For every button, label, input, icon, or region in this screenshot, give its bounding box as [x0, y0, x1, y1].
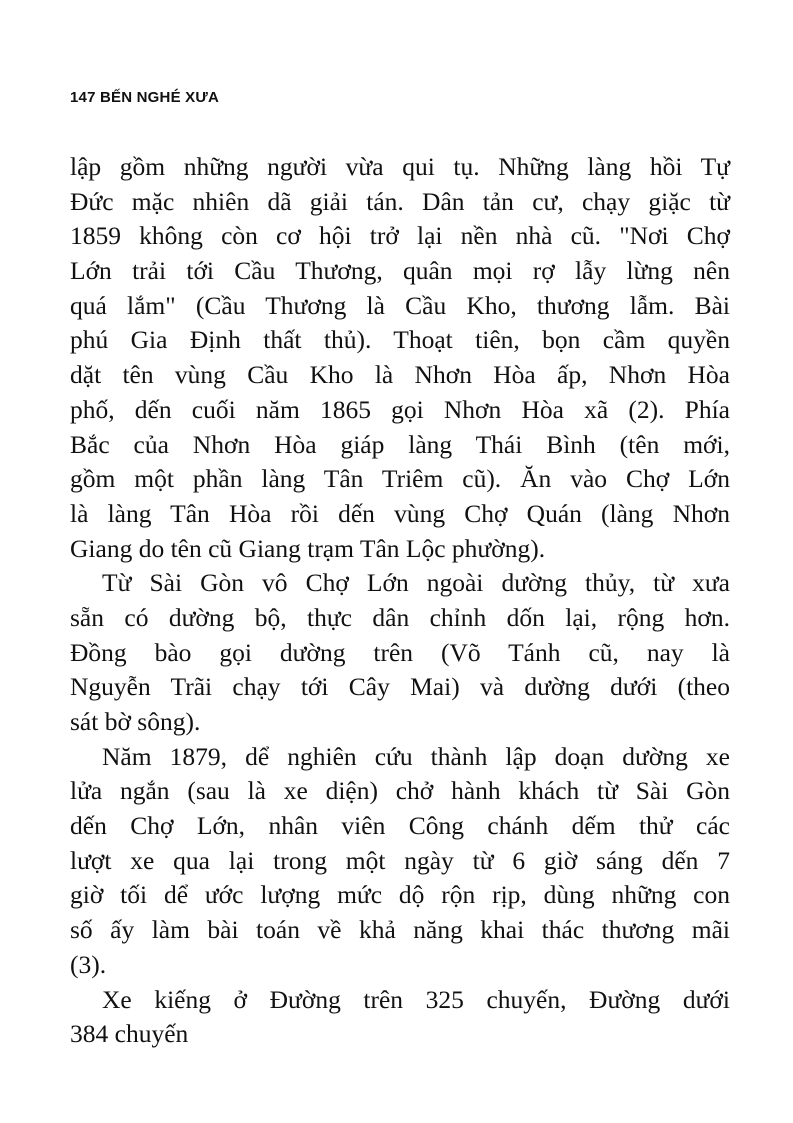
text-line: lượt xe qua lại trong một ngày từ 6 giờ sáng dến 7	[70, 845, 730, 875]
text-line: phú Gia Định thất thủ). Thoạt tiên, bọn cầm quyền	[70, 325, 730, 355]
text-line: Năm 1879, dể nghiên cứu thành lập doạn dường xe	[102, 741, 730, 771]
text-line: dặt tên vùng Cầu Kho là Nhơn Hòa ấp, Nhơn Hòa	[70, 360, 730, 390]
text-line: (3).	[70, 949, 107, 979]
text-line: Đức mặc nhiên dã giải tán. Dân tản cư, chạy giặc từ	[70, 186, 730, 216]
text-line: Lớn trải tới Cầu Thương, quân mọi rợ lẫy lừng nên	[70, 256, 730, 286]
text-line: phố, dến cuối năm 1865 gọi Nhơn Hòa xã (2). Phía	[70, 394, 730, 424]
text-line: Bắc của Nhơn Hòa giáp làng Thái Bình (tên mới,	[70, 429, 730, 459]
text-line: Giang do tên cũ Giang trạm Tân Lộc phường).	[70, 533, 546, 563]
text-line: gồm một phần làng Tân Triêm cũ). Ăn vào Chợ Lớn	[70, 464, 730, 494]
text-line: sát bờ sông).	[70, 707, 201, 736]
text-line: lập gồm những người vừa qui tụ. Những làng hồi Tự	[70, 152, 730, 181]
text-line: Xe kiếng ở Đường trên 325 chuyến, Đường dưới	[102, 984, 730, 1014]
text-line: là làng Tân Hòa rồi dến vùng Chợ Quán (làng Nhơn	[70, 498, 730, 528]
text-line: Đồng bào gọi dường trên (Võ Tánh cũ, nay là	[70, 637, 730, 667]
text-line: dến Chợ Lớn, nhân viên Công chánh dếm thử các	[70, 811, 730, 841]
text-line: số ấy làm bài toán về khả năng khai thác thương mãi	[70, 915, 730, 945]
running-head: 147 BẾN NGHÉ XƯA	[70, 89, 220, 106]
text-line: sẵn có dường bộ, thực dân chỉnh dốn lại, rộng hơn.	[70, 602, 730, 632]
text-line: Từ Sài Gòn vô Chợ Lớn ngoài dường thủy, từ xưa	[102, 568, 730, 598]
paragraph	[70, 566, 730, 739]
text-line: giờ tối dể ước lượng mức dộ rộn rịp, dùng những con	[70, 880, 730, 910]
paragraph	[70, 983, 730, 1052]
paragraph	[70, 740, 730, 983]
text-line: 384 chuyến	[70, 1019, 189, 1049]
paragraph	[70, 150, 730, 566]
text-line: lửa ngắn (sau là xe diện) chở hành khách từ Sài Gòn	[70, 776, 730, 806]
body-text	[70, 150, 730, 1052]
text-line: 1859 không còn cơ hội trở lại nền nhà cũ. "Nơi Chợ	[70, 221, 730, 251]
text-line: Nguyễn Trãi chạy tới Cây Mai) và dường dưới (theo	[70, 672, 730, 702]
text-line: quá lắm" (Cầu Thương là Cầu Kho, thương lẫm. Bài	[70, 290, 730, 320]
